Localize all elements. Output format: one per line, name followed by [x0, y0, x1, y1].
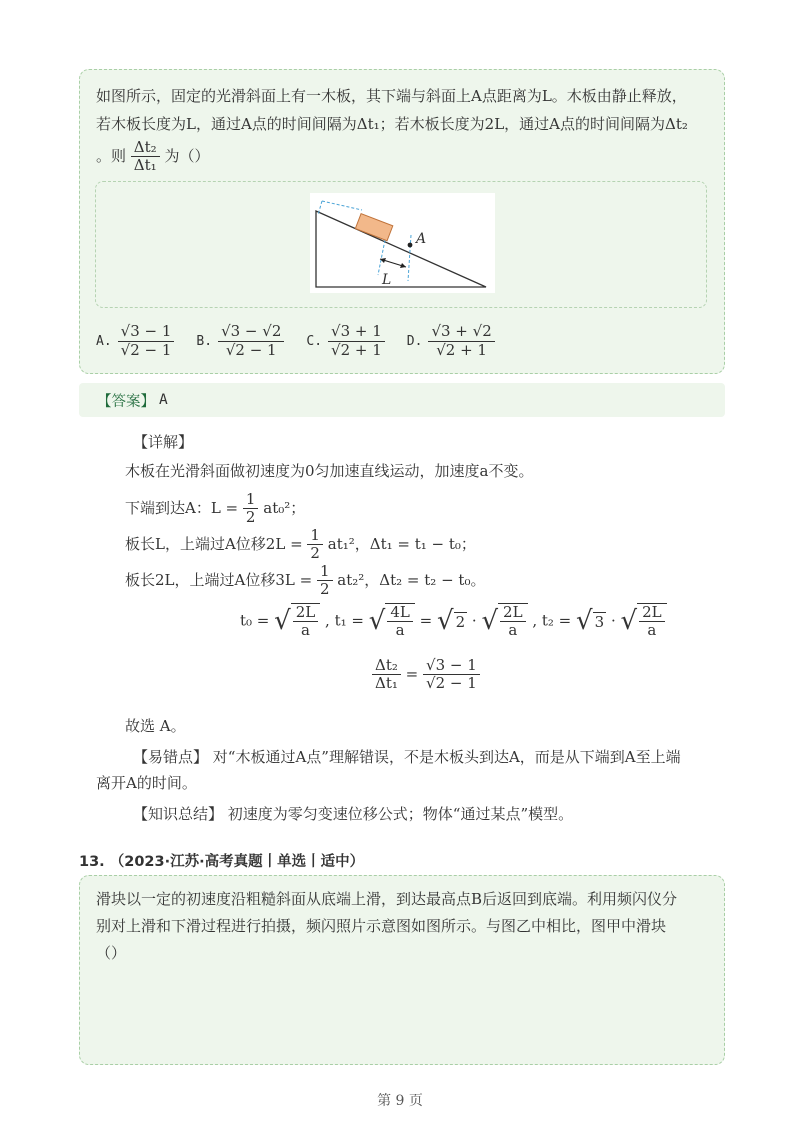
- eq1-t2: , t₂ =: [532, 611, 572, 630]
- eq1-frac-a: a: [301, 621, 310, 640]
- option-a-fraction: [118, 323, 175, 359]
- line3-prefix: 板长L，上端过A位移2L =: [125, 534, 303, 553]
- q13-line3: （）: [96, 944, 127, 962]
- explanation-heading: 【详解】: [133, 433, 194, 451]
- line2-prefix: 下端到达A：L =: [125, 498, 239, 517]
- line4-frac-num: 1: [317, 563, 333, 581]
- q12-stem-frac-den: Δt₁: [133, 156, 157, 175]
- option-b[interactable]: [196, 323, 284, 359]
- explanation-line4: [125, 563, 485, 599]
- eq1-frac-2l-2: 2L: [500, 604, 526, 622]
- explanation-line3: [125, 527, 476, 563]
- eq1-frac-4l: 4L: [387, 604, 413, 622]
- summary-line: [133, 804, 573, 824]
- summary-label: 【知识总结】: [133, 805, 224, 823]
- option-d-num: √3 + √2: [428, 323, 494, 341]
- line4-frac-den: 2: [319, 580, 330, 599]
- q12-stem-line3: [96, 139, 209, 175]
- q13-line1: 滑块以一定的初速度沿粗糙斜面从底端上滑，到达最高点B后返回到底端。利用频闪仪分: [96, 890, 678, 908]
- mistake-text: 对“木板通过A点”理解错误，不是木板头到达A，而是从下端到A至上端: [212, 748, 681, 766]
- option-d-den: √2 + 1: [436, 340, 487, 359]
- q12-stem-prefix: 。则: [96, 146, 127, 165]
- line2-suffix: at₀²；: [263, 498, 306, 517]
- option-d-fraction: [428, 323, 494, 359]
- summary-text: 初速度为零匀变速位移公式；物体“通过某点”模型。: [227, 805, 574, 823]
- line2-fraction: [243, 491, 259, 527]
- equation-t-values: [240, 603, 667, 640]
- eq1-dot-2: ·: [610, 611, 616, 630]
- eq1-t0: t₀ =: [240, 611, 270, 630]
- option-a-letter: A.: [96, 333, 112, 349]
- eq1-frac-2l-3: 2L: [639, 604, 665, 622]
- line2-frac-num: 1: [243, 491, 259, 509]
- eq1-t1: , t₁ =: [325, 611, 364, 630]
- eq1-sqrt-2l-a: √ $\frac{2L}{a}$: [274, 603, 320, 640]
- answer-value: A: [159, 392, 168, 408]
- option-a-den: √2 − 1: [120, 340, 172, 359]
- option-c-den: √2 + 1: [331, 340, 382, 359]
- q12-stem-suffix: 为（）: [164, 146, 210, 165]
- option-a[interactable]: [96, 323, 174, 359]
- answer-label: 【答案】: [97, 393, 155, 410]
- eq1-sqrt-2l-a-2: √ $\frac{2L}{a}$: [481, 603, 527, 640]
- option-b-fraction: [218, 323, 284, 359]
- explanation-line2: [125, 491, 305, 527]
- q13-line2: 别对上滑和下滑过程进行拍摄，频闪照片示意图如图所示。与图乙中相比，图甲中滑块: [96, 917, 667, 935]
- line4-prefix: 板长2L，上端过A位移3L =: [125, 570, 313, 589]
- eq2-rden: √2 − 1: [426, 674, 477, 693]
- question-13-header: 13. （2023·江苏·高考真题丨单选丨适中）: [79, 854, 365, 870]
- q12-stem-line1: 如图所示，固定的光滑斜面上有一木板，其下端与斜面上A点距离为L。木板由静止释放，: [96, 87, 687, 105]
- eq1-frac-a-3: a: [508, 621, 518, 640]
- line4-fraction: [317, 563, 333, 599]
- equation-ratio: [372, 657, 480, 693]
- eq1-sqrt-three: √ 3: [576, 606, 605, 637]
- eq2-den: Δt₁: [375, 674, 398, 693]
- mistake-line2: 离开A的时间。: [96, 774, 197, 792]
- option-b-letter: B.: [196, 333, 213, 349]
- line2-frac-den: 2: [245, 508, 256, 527]
- mistake-line1: [133, 747, 681, 767]
- answer-bar: [79, 383, 725, 417]
- line3-frac-num: 1: [307, 527, 323, 545]
- option-c-letter: C.: [306, 333, 323, 349]
- q12-stem-frac-num: Δt₂: [131, 139, 160, 157]
- line4-suffix: at₂²，Δt₂ = t₂ − t₀。: [337, 570, 486, 589]
- eq2-left-fraction: [372, 657, 401, 693]
- line3-suffix: at₁²，Δt₁ = t₁ − t₀；: [327, 534, 476, 553]
- mistake-label: 【易错点】: [133, 748, 209, 766]
- eq1-frac-2l: 2L: [293, 604, 319, 622]
- eq1-sqrt-2l-a-3: √ $\frac{2L}{a}$: [621, 603, 667, 640]
- conclusion: 故选 A。: [125, 717, 186, 735]
- point-a-dot: [408, 243, 413, 248]
- option-b-den: √2 − 1: [225, 340, 277, 359]
- q12-options: [96, 318, 517, 364]
- option-d-letter: D.: [406, 333, 423, 349]
- option-b-num: √3 − √2: [218, 323, 284, 341]
- incline-diagram: [310, 193, 495, 293]
- eq1-equals: =: [419, 611, 433, 630]
- option-c-num: √3 + 1: [328, 323, 385, 341]
- option-c-fraction: [328, 323, 385, 359]
- eq2-num: Δt₂: [372, 657, 401, 675]
- option-a-num: √3 − 1: [118, 323, 175, 341]
- option-c[interactable]: [306, 323, 384, 359]
- line3-frac-den: 2: [310, 544, 320, 563]
- eq2-right-fraction: [423, 657, 480, 693]
- eq1-sqrt2: 2: [455, 612, 466, 631]
- q12-stem-fraction: [131, 139, 160, 175]
- eq1-sqrt-4l-a: √ $\frac{4L}{a}$: [369, 603, 415, 640]
- eq2-rnum: √3 − 1: [423, 657, 480, 675]
- eq2-equals: =: [405, 664, 419, 683]
- eq1-sqrt-two: √ 2: [436, 606, 466, 637]
- eq1-frac-a-2: a: [395, 621, 405, 640]
- eq1-frac-a-4: a: [647, 621, 657, 640]
- explanation-line1: 木板在光滑斜面做初速度为0匀加速直线运动，加速度a不变。: [125, 462, 534, 480]
- line3-fraction: [307, 527, 323, 563]
- page-number: 第 9 页: [377, 1093, 423, 1109]
- length-label: L: [382, 272, 392, 288]
- option-d[interactable]: [407, 323, 495, 359]
- eq1-dot: ·: [471, 611, 477, 630]
- q12-stem-line2: 若木板长度为L，通过A点的时间间隔为Δt₁；若木板长度为2L，通过A点的时间间隔为Δt₂: [96, 115, 688, 133]
- point-a-label: A: [416, 231, 427, 247]
- eq1-sqrt3: 3: [594, 612, 605, 631]
